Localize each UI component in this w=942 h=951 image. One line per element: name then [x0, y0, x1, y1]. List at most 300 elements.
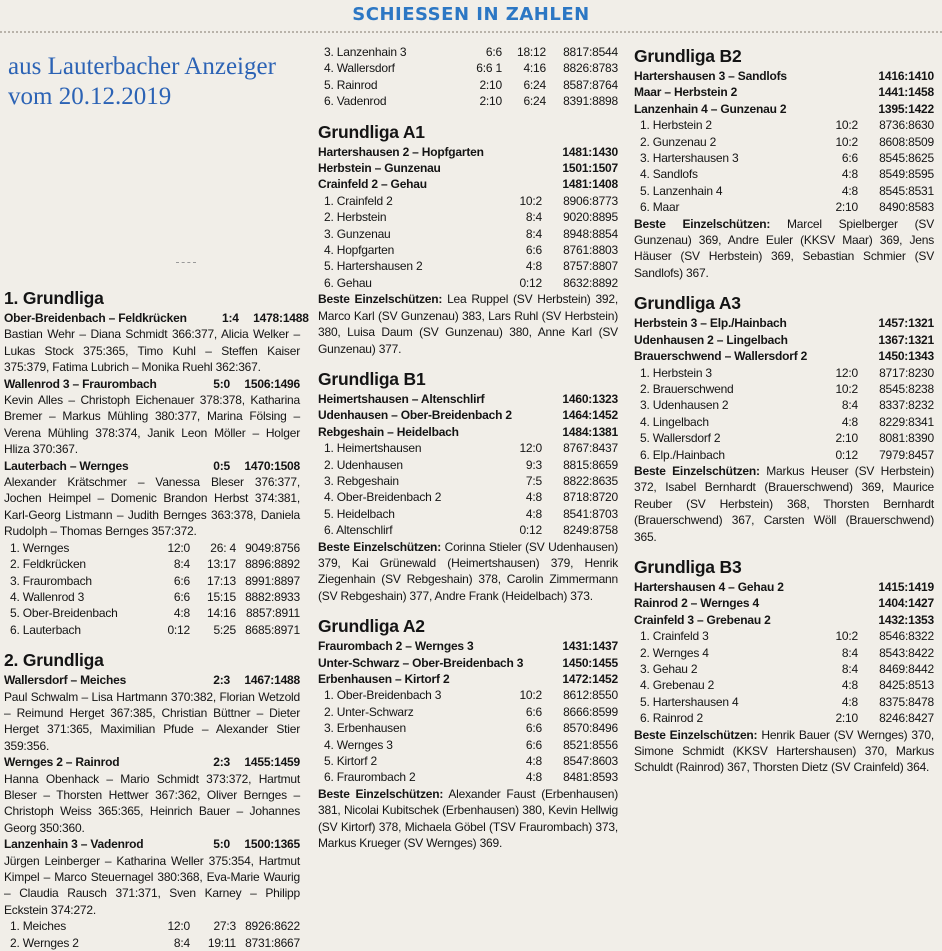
match-pairing: Ober-Breidenbach – Feldkrücken: [4, 311, 187, 325]
standings-points: 2:10: [835, 200, 858, 215]
best-shooters-text: Markus Heuser (SV Herbstein) 372, Isabel Bernhardt (Brauerschwend) 369, Maurice Reuber (SV Herbstein) 368, Thorsten Bernhardt (Brauerschwend) 367, Carsten Wöll (Brauerschwend) 365.: [634, 463, 934, 544]
standings-row: [4, 935, 300, 951]
standings-row: [318, 209, 618, 225]
standings-points: 10:2: [519, 688, 542, 703]
standings-table: [634, 365, 934, 463]
standings-rings: 9049:8756: [245, 540, 300, 555]
standings-row: [318, 737, 618, 753]
match-result: 0:5: [213, 458, 230, 473]
match-result: 5:0: [213, 837, 230, 852]
standings-team: 6. Vadenrod: [324, 94, 387, 109]
match-result-row: [634, 84, 934, 100]
match-pairing: Brauerschwend – Wallersdorf 2: [634, 349, 808, 364]
standings-team: 1. Wernges: [10, 540, 70, 555]
match-block: [4, 672, 300, 754]
header-divider: [0, 31, 942, 33]
match-rings: 1472:1452: [562, 672, 618, 686]
standings-sets: 17:13: [206, 573, 236, 588]
standings-points: 4:8: [525, 259, 542, 274]
source-line-1: aus Lauterbacher Anzeiger: [8, 53, 276, 80]
standings-team: 2. Wernges 2: [10, 935, 79, 950]
standings-row: [4, 589, 300, 605]
standings-rings: 8545:8238: [879, 381, 934, 396]
match-rings: 1481:1408: [562, 177, 618, 192]
standings-rings: 8817:8544: [563, 45, 618, 59]
standings-team: 4. Hopfgarten: [324, 243, 395, 258]
standings-rings: 8481:8593: [563, 770, 618, 785]
match-players: Bastian Wehr – Diana Schmidt 366:377, Alicia Welker – Lukas Stock 375:365, Timo Kuhl – Steffen Kaiser 375:379, Fatima Lubrich – Monika Ruehl 362:367.: [4, 327, 300, 375]
standings-team: 2. Udenhausen: [324, 457, 403, 472]
standings-points: 0:12: [519, 523, 542, 538]
best-shooters: [318, 786, 618, 852]
match-result-row: [318, 671, 618, 687]
best-shooters-text: Henrik Bauer (SV Wernges) 370, Simone Schmidt (KKSV Hartershausen) 370, Markus Schuldt (Rainrod) 367, Thorsten Dietz (SV Crainfeld) 364.: [634, 727, 934, 775]
standings-rings: 8469:8442: [879, 662, 934, 676]
match-rings: 1464:1452: [562, 408, 618, 423]
match-pairing: Wallenrod 3 – Fraurombach: [4, 376, 157, 391]
best-shooters: [634, 727, 934, 776]
standings-rings: 8761:8803: [563, 243, 618, 258]
match-block: [4, 458, 300, 540]
league-b3: [634, 555, 934, 776]
standings-row: [318, 687, 618, 703]
match-pairing: Hartershausen 3 – Sandlofs: [634, 69, 787, 83]
standings-team: 1. Herbstein 2: [640, 118, 712, 133]
match-rings: 1478:1488: [253, 311, 309, 325]
column-3: [634, 44, 934, 776]
standings-row: [634, 183, 934, 199]
standings-points: 4:8: [173, 606, 190, 621]
match-pairing: Lauterbach – Wernges: [4, 458, 129, 473]
match-result-row: [634, 332, 934, 348]
standings-rings: 8857:8911: [245, 606, 300, 621]
standings-points: 6:6 1: [476, 61, 502, 76]
standings-points: 12:0: [167, 540, 190, 555]
source-note: [8, 52, 276, 112]
standings-row: [318, 769, 618, 785]
best-shooters-text: Alexander Faust (Erbenhausen) 381, Nicolai Kubitschek (Erbenhausen) 380, Kevin Hellwig (SV Kirtorf) 378, Michaela Göbel (TSV Fraurombach) 373, Markus Krueger (SV Wernges) 369.: [318, 786, 618, 851]
standings-rings: 8767:8437: [563, 441, 618, 456]
standings-row: [634, 414, 934, 430]
league-title: Grundliga A1: [318, 121, 425, 142]
standings-row: [634, 134, 934, 150]
best-shooters: [634, 463, 934, 545]
standings-row: [634, 677, 934, 693]
standings-sets: 5:25: [213, 622, 236, 637]
standings-points: 10:2: [835, 629, 858, 644]
standings-team: 5. Kirtorf 2: [324, 754, 377, 769]
match-rings: 1481:1430: [562, 144, 618, 159]
standings-points: 0:12: [835, 447, 858, 462]
standings-team: 5. Lanzenhain 4: [640, 183, 723, 198]
league-a3: [634, 291, 934, 545]
match-result-row: [318, 407, 618, 423]
match-pairing: Udenhausen 2 – Lingelbach: [634, 332, 788, 347]
standings-sets: 18:12: [516, 45, 546, 59]
match-result-row: [4, 458, 300, 474]
match-rings: 1450:1455: [562, 655, 618, 670]
match-players: Hanna Obenhack – Mario Schmidt 373:372, Hartmut Bleser – Thorsten Hettwer 367:362, Oliver Bernges – Christoph Weiss 365:365, Heinrich Bauer – Johannes Georg 350:360.: [4, 771, 300, 835]
standings-table: [4, 540, 300, 638]
standings-row: [4, 556, 300, 572]
standings-rings: 8490:8583: [879, 200, 934, 215]
match-pairing: Erbenhausen – Kirtorf 2: [318, 672, 450, 686]
standings-rings: 8391:8898: [563, 94, 618, 109]
standings-team: 6. Lauterbach: [10, 622, 81, 637]
standings-rings: 8926:8622: [245, 919, 300, 934]
match-rings: 1395:1422: [878, 101, 934, 116]
match-rings: 1500:1365: [244, 837, 300, 852]
standings-row: [318, 473, 618, 489]
standings-rings: 8896:8892: [245, 557, 300, 572]
standings-team: 1. Ober-Breidenbach 3: [324, 688, 442, 703]
standings-rings: 8249:8758: [563, 523, 618, 538]
standings-team: 4. Wernges 3: [324, 737, 393, 752]
standings-rings: 8948:8854: [563, 226, 618, 241]
match-result: 2:3: [213, 673, 230, 688]
standings-team: 4. Lingelbach: [640, 414, 709, 429]
match-result-row: [634, 612, 934, 628]
standings-points: 12:0: [835, 365, 858, 380]
best-shooters-text: Marcel Spielberger (SV Gunzenau) 369, Andre Euler (KKSV Maar) 369, Jens Häuser (SV Herbstein) 369, Sebastian Schmier (SV Sandlofs) 367.: [634, 216, 935, 280]
standings-points: 6:6: [525, 721, 542, 736]
match-rings: 1455:1459: [244, 755, 300, 770]
match-result-row: [634, 315, 934, 331]
column-2: [318, 44, 618, 851]
best-shooters-label: Beste Einzelschützen:: [634, 463, 760, 478]
standings-team: 2. Herbstein: [324, 210, 387, 225]
match-rings: 1460:1323: [562, 391, 618, 406]
match-pairing: Maar – Herbstein 2: [634, 85, 738, 100]
match-result-row: [4, 754, 300, 770]
best-shooters: [634, 216, 934, 282]
match-rings: 1450:1343: [878, 349, 934, 364]
standings-row: [634, 447, 934, 463]
standings-team: 2. Wernges 4: [640, 645, 709, 660]
match-result-row: [318, 424, 618, 440]
standings-row: [634, 117, 934, 133]
standings-team: 5. Hartershausen 4: [640, 694, 739, 709]
best-shooters: [318, 539, 618, 605]
standings-points: 8:4: [841, 662, 858, 676]
standings-rings: 8081:8390: [879, 431, 934, 446]
standings-rings: 8229:8341: [879, 414, 934, 429]
match-rings: 1431:1437: [562, 639, 618, 654]
match-rings: 1415:1419: [878, 579, 934, 594]
standings-rings: 8549:8595: [879, 167, 934, 182]
standings-team: 4. Sandlofs: [640, 167, 698, 182]
standings-row: [318, 60, 618, 76]
standings-points: 4:8: [525, 490, 542, 505]
match-block: [4, 376, 300, 458]
standings-points: 10:2: [835, 381, 858, 396]
match-result-row: [634, 101, 934, 117]
match-pairing: Unter-Schwarz – Ober-Breidenbach 3: [318, 655, 524, 670]
match-block: [4, 754, 300, 836]
standings-rings: 8547:8603: [563, 754, 618, 769]
section-gap: [634, 281, 934, 291]
match-players: Jürgen Leinberger – Katharina Weller 375:354, Hartmut Kimpel – Marco Steuernagel 380:368, Eva-Marie Waurig – Claudia Rausch 371:371, Sven Karney – Philipp Eckstein 374:272.: [4, 853, 300, 917]
standings-row: [634, 381, 934, 397]
standings-rings: 8608:8509: [879, 134, 934, 149]
standings-row: [318, 44, 618, 60]
standings-row: [634, 645, 934, 661]
standings-sets: 13:17: [206, 557, 236, 572]
standings-team: 1. Crainfeld 2: [324, 193, 393, 208]
standings-points: 8:4: [841, 398, 858, 413]
standings-row: [318, 275, 618, 291]
match-result-row: [318, 160, 618, 176]
standings-points: 4:8: [525, 754, 542, 769]
standings-row: [318, 506, 618, 522]
standings-table: [634, 117, 934, 215]
standings-team: 3. Erbenhausen: [324, 721, 406, 736]
column-1: [4, 286, 309, 951]
standings-row: [634, 365, 934, 381]
standings-points: 4:8: [841, 694, 858, 709]
standings-points: 4:8: [841, 183, 858, 198]
standings-team: 2. Brauerschwend: [640, 381, 734, 396]
match-rings: 1506:1496: [244, 376, 300, 391]
standings-team: 6. Maar: [640, 200, 680, 215]
standings-row: [634, 199, 934, 215]
standings-row: [4, 540, 300, 556]
standings-rings: 8736:8630: [879, 118, 934, 133]
match-result-row: [318, 655, 618, 671]
match-players: Kevin Alles – Christoph Eichenauer 378:378, Katharina Bremer – Markus Mühling 380:377, Marina Fölsing – Verena Mühling 378:374, Janik Leon Möller – Holger Hliza 370:367.: [4, 393, 300, 457]
match-result-row: [4, 836, 300, 852]
standings-points: 4:8: [841, 167, 858, 182]
standings-table: [634, 628, 934, 726]
standings-row: [634, 166, 934, 182]
standings-points: 8:4: [173, 935, 190, 950]
match-pairing: Rainrod 2 – Wernges 4: [634, 596, 759, 611]
standings-team: 3. Gehau 2: [640, 662, 698, 676]
decorative-dash: [176, 262, 196, 263]
league-title: Grundliga B2: [634, 46, 742, 66]
standings-rings: 8717:8230: [879, 365, 934, 380]
standings-rings: 8337:8232: [879, 398, 934, 413]
league-title: Grundliga A3: [634, 293, 741, 314]
standings-rings: 9020:8895: [563, 210, 618, 225]
standings-points: 4:8: [525, 506, 542, 521]
standings-points: 12:0: [519, 441, 542, 456]
standings-points: 6:6: [173, 589, 190, 604]
standings-rings: 8882:8933: [245, 589, 300, 604]
standings-points: 2:10: [479, 94, 502, 109]
standings-rings: 8757:8807: [563, 259, 618, 274]
standings-sets: 27:3: [213, 919, 236, 934]
match-pairing: Lanzenhain 3 – Vadenrod: [4, 837, 144, 852]
match-pairing: Hartershausen 4 – Gehau 2: [634, 579, 784, 594]
standings-team: 3. Lanzenhain 3: [324, 45, 407, 59]
standings-rings: 8545:8531: [879, 183, 934, 198]
standings-team: 3. Gunzenau: [324, 226, 391, 241]
standings-rings: 8718:8720: [563, 490, 618, 505]
standings-points: 10:2: [835, 134, 858, 149]
standings-rings: 8246:8427: [879, 711, 934, 726]
standings-rings: 8612:8550: [563, 688, 618, 703]
best-shooters-text: Lea Ruppel (SV Herbstein) 392, Marco Karl (SV Gunzenau) 383, Lars Ruhl (SV Herbstein) 380, Luisa Daum (SV Gunzenau) 380, Anne Karl (SV Gunzenau) 377.: [318, 292, 618, 356]
standings-points: 2:10: [835, 711, 858, 726]
match-rings: 1367:1321: [878, 332, 934, 347]
standings-rings: 8685:8971: [245, 622, 300, 637]
standings-sets: 15:15: [206, 589, 236, 604]
match-players: Paul Schwalm – Lisa Hartmann 370:382, Florian Wetzold – Reimund Herget 367:385, Christian Büttner – Dieter Herget 371:365, Maximilian Pfude – Alexander Stier 359:356.: [4, 689, 300, 753]
standings-team: 5. Heidelbach: [324, 506, 395, 521]
standings-points: 0:12: [519, 275, 542, 290]
match-block: [4, 310, 309, 376]
standings-rings: 8543:8422: [879, 645, 934, 660]
league-b2: [634, 44, 934, 281]
standings-row: [4, 622, 300, 638]
standings-sets: 14:16: [206, 606, 236, 621]
league-title: Grundliga A2: [318, 616, 425, 637]
match-result: 2:3: [213, 755, 230, 770]
match-pairing: Udenhausen – Ober-Breidenbach 2: [318, 408, 512, 423]
standings-points: 6:6: [173, 573, 190, 588]
standings-row: [318, 242, 618, 258]
standings-team: 6. Gehau: [324, 275, 372, 290]
match-result-row: [318, 638, 618, 654]
standings-row: [318, 457, 618, 473]
standings-row: [318, 753, 618, 769]
standings-points: 10:2: [519, 193, 542, 208]
match-rings: 1416:1410: [878, 69, 934, 83]
match-rings: 1484:1381: [562, 424, 618, 439]
match-rings: 1404:1427: [878, 596, 934, 611]
match-pairing: Hartershausen 2 – Hopfgarten: [318, 144, 484, 159]
best-shooters-label: Beste Einzelschützen:: [634, 727, 758, 742]
source-line-2: vom 20.12.2019: [8, 83, 172, 110]
standings-table-continued: [318, 44, 618, 110]
match-result: 5:0: [213, 376, 230, 391]
standings-rings: 8545:8625: [879, 151, 934, 166]
match-pairing: Crainfeld 3 – Grebenau 2: [634, 612, 771, 627]
standings-rings: 7979:8457: [879, 447, 934, 462]
standings-team: 3. Rebgeshain: [324, 473, 399, 488]
standings-team: 5. Rainrod: [324, 77, 378, 92]
standings-team: 1. Herbstein 3: [640, 365, 712, 380]
match-rings: 1501:1507: [562, 161, 618, 176]
standings-points: 7:5: [525, 473, 542, 488]
league-a1: [318, 120, 618, 357]
standings-rings: 8546:8322: [879, 629, 934, 644]
standings-row: [4, 918, 300, 934]
standings-points: 2:10: [835, 431, 858, 446]
match-pairing: Herbstein 3 – Elp./Hainbach: [634, 316, 787, 331]
league-title: 1. Grundliga: [4, 288, 104, 308]
standings-table: [318, 687, 618, 785]
match-pairing: Fraurombach 2 – Wernges 3: [318, 639, 474, 654]
standings-team: 3. Fraurombach: [10, 573, 92, 588]
match-pairing: Heimertshausen – Altenschlirf: [318, 391, 485, 406]
standings-rings: 8541:8703: [563, 506, 618, 521]
standings-rings: 8822:8635: [563, 473, 618, 488]
standings-row: [634, 430, 934, 446]
standings-row: [318, 258, 618, 274]
standings-team: 3. Hartershausen 3: [640, 151, 739, 166]
standings-row: [318, 489, 618, 505]
section-gap: [318, 110, 618, 120]
standings-rings: 8826:8783: [563, 61, 618, 76]
standings-team: 5. Ober-Breidenbach: [10, 606, 118, 621]
match-result-row: [318, 144, 618, 160]
standings-rings: 8375:8478: [879, 694, 934, 709]
standings-rings: 8991:8897: [245, 573, 300, 588]
section-gap: [634, 545, 934, 555]
standings-rings: 8906:8773: [563, 193, 618, 208]
league-b1: [318, 367, 618, 604]
page-header: [0, 0, 942, 34]
standings-row: [634, 397, 934, 413]
standings-team: 6. Fraurombach 2: [324, 770, 416, 785]
section-gap: [4, 638, 300, 648]
standings-rings: 8587:8764: [563, 77, 618, 92]
match-result: 1:4: [221, 311, 239, 325]
standings-sets: 6:24: [523, 94, 546, 109]
league-1-grundliga: [4, 286, 309, 638]
standings-team: 5. Hartershausen 2: [324, 259, 423, 274]
best-shooters-label: Beste Einzelschützen:: [318, 786, 444, 801]
standings-row: [318, 440, 618, 456]
standings-row: [318, 77, 618, 93]
match-players: Alexander Krätschmer – Vanessa Bleser 376:377, Jochen Heimpel – Domenic Brandon Herbst 374:381, Karl-Georg Listmann – Judith Bernges 363:378, Daniela Rudolph – Thomas Bernges 357:372.: [4, 475, 300, 539]
match-pairing: Herbstein – Gunzenau: [318, 161, 441, 176]
standings-points: 0:12: [167, 622, 190, 637]
standings-row: [634, 150, 934, 166]
standings-points: 4:8: [841, 414, 858, 429]
standings-team: 4. Grebenau 2: [640, 678, 715, 693]
match-pairing: Crainfeld 2 – Gehau: [318, 177, 427, 192]
standings-rings: 8666:8599: [563, 704, 618, 719]
standings-row: [318, 226, 618, 242]
standings-points: 8:4: [841, 645, 858, 660]
best-shooters: [318, 291, 618, 357]
standings-points: 9:3: [525, 457, 542, 472]
match-rings: 1457:1321: [878, 316, 934, 331]
best-shooters-text: Corinna Stieler (SV Udenhausen) 379, Kai Grünewald (Heimertshausen) 379, Henrik Ziegenhain (SV Rebgeshain) 378, Carolin Zimmermann (SV Rebgeshain) 377, Andre Frank (Heidelbach) 373.: [318, 539, 618, 603]
match-rings: 1441:1458: [878, 85, 934, 100]
standings-rings: 8731:8667: [245, 935, 300, 950]
standings-row: [318, 720, 618, 736]
standings-team: 1. Crainfeld 3: [640, 629, 709, 644]
standings-points: 6:6: [841, 151, 858, 166]
standings-sets: 19:11: [207, 935, 236, 950]
standings-points: 4:8: [841, 678, 858, 693]
match-pairing: Lanzenhain 4 – Gunzenau 2: [634, 101, 787, 116]
standings-points: 6:6: [525, 243, 542, 258]
standings-team: 2. Gunzenau 2: [640, 134, 717, 149]
standings-rings: 8632:8892: [563, 275, 618, 290]
best-shooters-label: Beste Einzelschützen:: [318, 292, 443, 307]
standings-points: 12:0: [167, 919, 190, 934]
match-rings: 1432:1353: [878, 612, 934, 627]
standings-points: 8:4: [525, 210, 542, 225]
standings-table: [318, 193, 618, 291]
standings-points: 8:4: [525, 226, 542, 241]
standings-row: [318, 704, 618, 720]
standings-points: 10:2: [835, 118, 858, 133]
match-result-row: [634, 348, 934, 364]
match-result-row: [4, 310, 309, 326]
standings-rings: 8815:8659: [563, 457, 618, 472]
section-gap: [318, 357, 618, 367]
standings-team: 4. Wallersdorf: [324, 61, 395, 76]
standings-rings: 8570:8496: [563, 721, 618, 736]
match-pairing: Rebgeshain – Heidelbach: [318, 424, 459, 439]
match-rings: 1467:1488: [244, 673, 300, 688]
